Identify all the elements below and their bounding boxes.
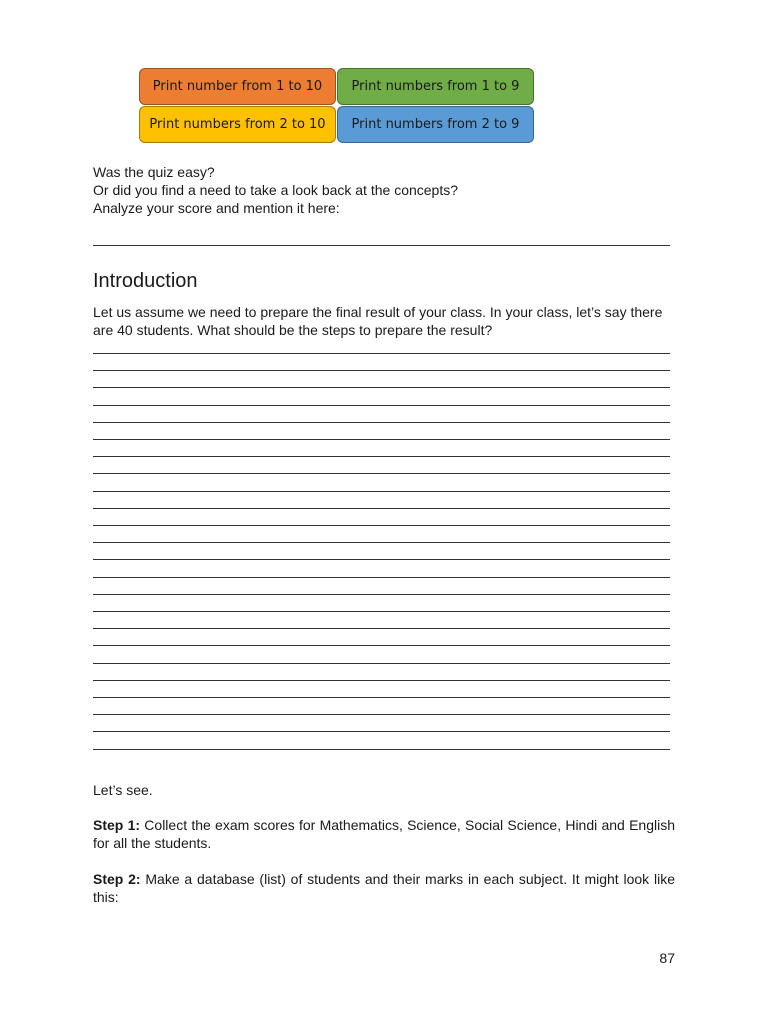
answer-line[interactable] [93,645,670,646]
answer-line[interactable] [93,405,670,406]
answer-line[interactable] [93,594,670,595]
answer-line[interactable] [93,577,670,578]
answer-line[interactable] [93,422,670,423]
answer-line[interactable] [93,542,670,543]
answer-line[interactable] [93,353,670,354]
answer-line[interactable] [93,387,670,388]
step-2-label: Step 2: [93,871,141,887]
quiz-option-1[interactable]: Print number from 1 to 10 [139,68,336,105]
reflection-question-1: Was the quiz easy? [93,164,215,180]
step-1-label: Step 1: [93,817,141,833]
lets-see-text: Let’s see. [93,782,153,798]
page-number: 87 [659,950,675,966]
section-heading-introduction: Introduction [93,270,198,292]
answer-line[interactable] [93,456,670,457]
answer-line[interactable] [93,525,670,526]
answer-line[interactable] [93,508,670,509]
quiz-options-grid [139,68,535,144]
answer-line[interactable] [93,491,670,492]
reflection-question-2: Or did you find a need to take a look back at the concepts? [93,182,459,198]
answer-line[interactable] [93,749,670,750]
intro-paragraph-line-2: are 40 students. What should be the steps to prepare the result? [93,322,493,338]
intro-paragraph-line-1: Let us assume we need to prepare the final result of your class. In your class, let’s say there [93,304,663,320]
step-1-text: Collect the exam scores for Mathematics, Science, Social Science, Hindi and English for all the students. [93,817,676,851]
step-1-paragraph [93,816,675,852]
answer-line[interactable] [93,370,670,371]
answer-line[interactable] [93,611,670,612]
answer-line[interactable] [93,697,670,698]
answer-line[interactable] [93,714,670,715]
reflection-prompt: Analyze your score and mention it here: [93,200,340,216]
answer-line[interactable] [93,680,670,681]
answer-line[interactable] [93,663,670,664]
quiz-option-2[interactable]: Print numbers from 1 to 9 [337,68,534,105]
step-2-paragraph [93,870,675,906]
answer-line[interactable] [93,559,670,560]
answer-line[interactable] [93,473,670,474]
answer-line[interactable] [93,731,670,732]
quiz-option-3[interactable]: Print numbers from 2 to 10 [139,106,336,143]
step-2-text: Make a database (list) of students and their marks in each subject. It might look like this: [93,871,675,905]
answer-line[interactable] [93,628,670,629]
quiz-option-4[interactable]: Print numbers from 2 to 9 [337,106,534,143]
answer-line[interactable] [93,439,670,440]
score-answer-line[interactable] [93,245,670,246]
